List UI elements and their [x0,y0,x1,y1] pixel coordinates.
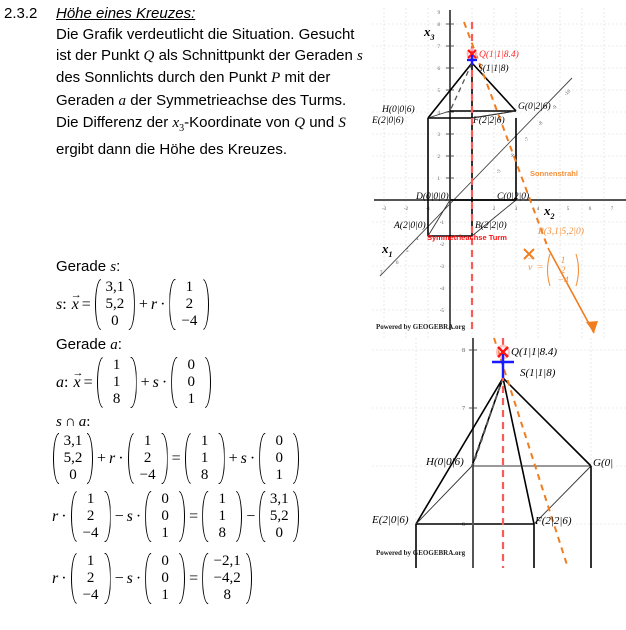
x1-tick-6: 6 [396,261,399,266]
x2-tick-7: 7 [610,207,614,212]
gerade-a-symbol: a [110,337,118,353]
eq-s-xvec: → x [70,288,82,313]
row1-plus2: + [228,449,238,467]
row3-vector-1: 1 2 −4 [71,552,111,605]
gerade-word-a: Gerade [56,336,107,353]
vector-v-z: −4 [557,276,569,286]
x2-tick-2: 2 [492,207,496,212]
label-point-S-zoom: S(1|1|8) [520,367,556,379]
eq-a-plus: + [140,373,150,391]
desc-part-2: als Schnittpunkt der Geraden [158,47,353,65]
row2-minus2: − [246,507,256,525]
eq-s-colon: : [62,295,67,313]
equation-row-3 [52,552,253,605]
row3-dot1: · [61,569,67,587]
gerade-s-symbol: s [110,259,117,275]
x3-tick-3: 3 [437,133,440,138]
x1-tick-4: 4 [416,237,419,242]
geogebra-figure-overview [372,8,626,338]
label-sonnenstrahl: Sonnenstrahl [530,169,578,178]
x1-tick-neg6: -6 [509,152,517,160]
desc-part-3: des Sonnlichts durch den Punkt [56,69,267,87]
grid-lines-zoom [372,338,626,568]
row1-vector-3: 1 1 8 [185,432,225,485]
task-title: Höhe eines Kreuzes: [56,5,196,22]
x2-tick-6: 6 [588,207,592,212]
x3-tick-neg3: -3 [439,265,444,270]
x1-tick-7: 7 [380,271,383,276]
x1-tick-neg10: -10 [563,89,573,98]
row2-vector-2: 0 0 1 [145,490,185,543]
intersect-symbol: ∩ [64,414,76,430]
geogebra-credit-top: Powered by GEOGEBRA.org [376,323,466,331]
x3-tick-neg2: -2 [439,243,444,248]
vector-v-y: 2 [560,266,566,276]
zoom-tick-8: 8 [462,348,465,354]
colon-a: : [117,336,122,353]
desc-part-5: der Symmetrieachse des Turms. Die Differenz der [56,91,347,131]
eq-s-support-vector: 3,1 5,2 0 [95,278,135,331]
x1-tick-neg9: -9 [551,104,559,112]
row1-vector-1: 3,1 5,2 0 [53,432,93,485]
desc-part-8: ergibt dann die Höhe des Kreuzes. [56,141,287,159]
desc-part-1: Die Grafik verdeutlicht die Situation. Gesucht ist der Punkt [56,26,355,65]
eq-s-name: s [56,295,63,313]
var-S: S [338,114,346,131]
label-intersection [56,414,90,431]
x3-tick-7: 7 [437,45,440,50]
label-point-H: H(0|0|6) [382,105,415,115]
x2-tick-neg1: -1 [425,207,431,212]
desc-part-6: -Koordinate von [184,113,291,131]
eq-a-colon: : [64,373,69,391]
equation-row-2 [52,490,300,543]
row2-dot1: · [61,507,67,525]
vector-v-equals: = [537,263,544,273]
label-point-D: D(0|0|0) [416,192,449,202]
eq-s-equals: = [81,295,91,313]
colon-s: : [116,258,121,275]
x3-tick-neg4: -4 [439,287,444,292]
row1-plus: + [97,449,107,467]
row2-dot2: · [135,507,142,525]
gerade-word-s: Gerade [56,258,107,275]
row1-param-r: r [109,449,116,467]
label-symmetrieachse: Symmetrieachse Turm [427,233,507,242]
x2-tick-neg2: -2 [403,207,409,212]
label-point-G: G(0|2|6) [518,102,551,112]
row2-vector-3: 1 1 8 [202,490,242,543]
row3-vector-3: −2,1 −4,2 8 [202,552,252,605]
label-axis-x2: $x_2$ [544,203,555,221]
eq-s-direction-vector: 1 2 −4 [169,278,209,331]
row1-vector-4: 0 0 1 [259,432,299,485]
geogebra-credit-bottom: Powered by GEOGEBRA.org [376,549,466,557]
label-point-Q-zoom: Q(1|1|8.4) [511,346,558,358]
label-point-F: F(2|2|6) [473,116,505,126]
x2-tick-1: 1 [470,207,474,212]
x3-tick-5: 5 [437,89,440,94]
x3-tick-9: 9 [437,11,440,16]
row3-param-s: s [126,569,133,587]
label-point-P: P(3,1|5,2|0) [538,227,584,237]
x3-tick-4: 4 [437,111,440,116]
label-point-C: C(0|2|0) [497,192,530,202]
label-point-S: S(1|1|8) [478,64,509,74]
row2-vector-1: 1 2 −4 [71,490,111,543]
vector-v-annotation [526,253,579,286]
eq-a-support-vector: 1 1 8 [97,356,137,409]
row3-dot2: · [135,569,142,587]
var-Q: Q [143,48,155,65]
label-point-G-zoom: G(0| [593,457,614,469]
row3-equals: = [189,569,199,587]
row2-param-r: r [52,507,59,525]
x3-tick-1: 1 [437,177,440,182]
figure-top-svg [372,8,626,338]
vector-paren-left [548,254,551,286]
task-heading [4,4,368,23]
eq-a-xvec: → x [72,366,84,391]
equation-line-s [56,278,210,331]
axis-x2-ticks [382,207,614,212]
task-description [56,24,368,160]
row3-param-r: r [52,569,59,587]
row3-vector-2: 0 0 1 [145,552,185,605]
label-point-A: A(2|0|0) [394,221,426,231]
label-gerade-a [56,334,122,356]
eq-s-dot: · [160,295,166,313]
desc-part-7: und [309,113,335,131]
var-a: a [118,92,127,109]
eq-a-param: s [152,373,159,391]
row1-equals: = [171,449,181,467]
label-point-E: E(2|0|6) [372,116,404,126]
eq-a-equals: = [83,373,93,391]
intersect-s: s [56,414,62,430]
var-P: P [271,70,281,87]
direction-vector-arrow [548,248,594,333]
label-point-B: B(2|2|0) [475,221,507,231]
zoom-tick-7: 7 [462,406,465,412]
geogebra-figure-zoom [372,338,626,568]
figure-bottom-svg [372,338,626,568]
label-gerade-s [56,256,120,278]
axis-ticks-zoom [462,348,477,528]
eq-a-dot: · [161,373,168,391]
x1-tick-neg8: -8 [537,120,545,128]
var-x3: $x_3$ [172,114,185,134]
vector-v-arrow-icon: → [526,253,536,263]
x3-tick-6: 6 [437,67,440,72]
x3-tick-neg1: -1 [439,221,444,226]
eq-a-name: a [56,373,64,391]
zoom-tick-6: 6 [462,522,465,528]
vector-v-symbol: v [528,263,533,273]
var-s: s [357,48,363,65]
x2-tick-neg3: -3 [381,207,387,212]
x2-tick-3: 3 [514,207,518,212]
vector-v-x: 1 [560,256,566,266]
label-point-F-zoom: F(2|2|6) [535,515,572,527]
intersect-colon: : [86,414,91,430]
eq-a-direction-vector: 0 0 1 [171,356,211,409]
row2-equals: = [189,507,199,525]
label-point-Q: Q(1|1|8.4) [479,50,519,60]
row2-minus: − [114,507,124,525]
row3-minus: − [114,569,124,587]
task-number: 2.3.2 [4,5,38,22]
x3-tick-neg5: -5 [439,309,444,314]
x1-tick-neg5: -5 [495,168,503,176]
label-point-E-zoom: E(2|0|6) [372,514,409,526]
x3-tick-8: 8 [437,23,440,28]
x2-tick-4: 4 [536,207,540,212]
row2-param-s: s [126,507,133,525]
label-point-H-zoom: H(0|0|6) [426,456,464,468]
row1-param-s: s [240,449,247,467]
row1-vector-2: 1 2 −4 [128,432,168,485]
row2-vector-4: 3,1 5,2 0 [259,490,299,543]
row1-dot1: · [118,449,124,467]
label-axis-x1: $x_1$ [382,241,393,259]
label-axis-x3: $x_3$ [424,24,435,42]
x1-tick-5: 5 [406,249,409,254]
desc-part-4: mit der Geraden [56,69,331,109]
x2-tick-5: 5 [566,207,570,212]
vector-paren-right [576,254,579,286]
equation-line-a [56,356,212,409]
intersect-a: a [78,414,87,430]
row1-dot2: · [249,449,256,467]
eq-s-plus: + [138,295,148,313]
x3-tick-2: 2 [437,155,440,160]
var-Q2: Q [294,114,306,131]
equation-row-1 [52,432,300,485]
x1-tick-neg7: -7 [523,136,531,144]
eq-s-param: r [150,295,158,313]
arrowhead-icon [586,321,598,333]
